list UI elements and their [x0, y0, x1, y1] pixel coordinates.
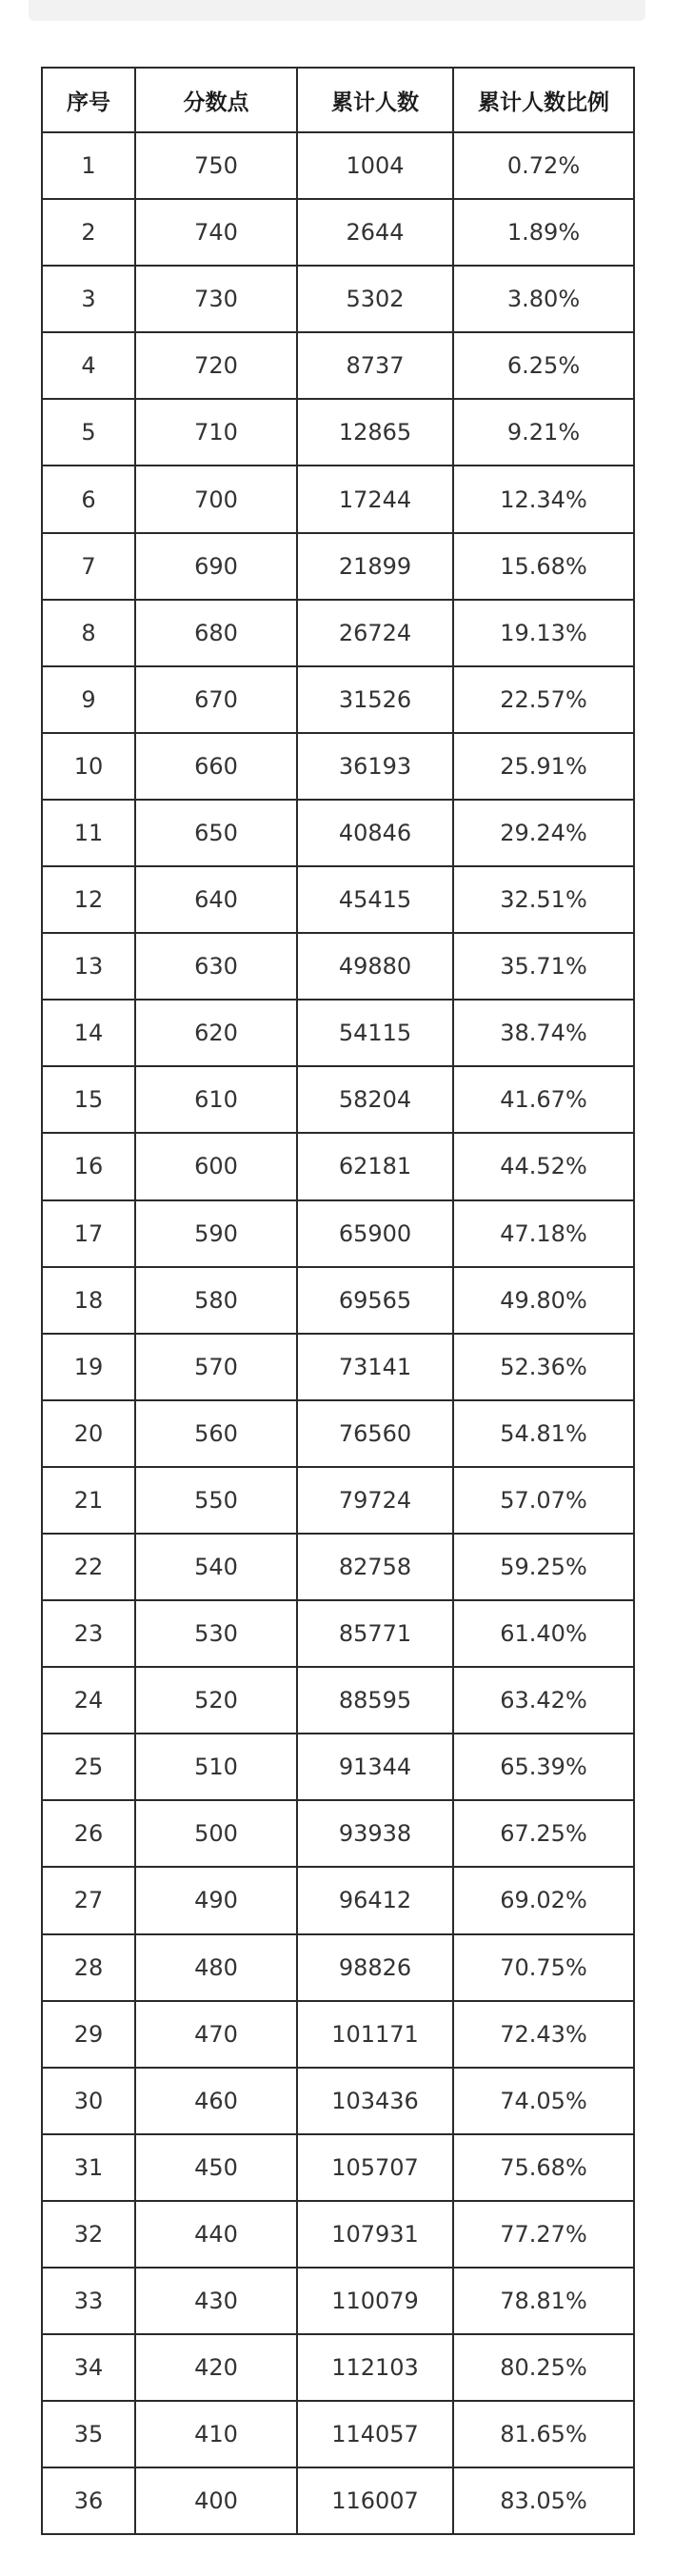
- cell-score: 520: [135, 1667, 297, 1734]
- cell-score: 470: [135, 2001, 297, 2068]
- cell-cumulative-count: 40846: [297, 800, 453, 866]
- cell-index: 6: [42, 466, 135, 532]
- table-row: [42, 399, 634, 466]
- cell-score: 710: [135, 399, 297, 466]
- cell-score: 570: [135, 1334, 297, 1400]
- cell-score: 510: [135, 1734, 297, 1800]
- cell-cumulative-count: 76560: [297, 1400, 453, 1467]
- table-row: [42, 1934, 634, 2001]
- cell-cumulative-ratio: 12.34%: [453, 466, 634, 532]
- cell-score: 410: [135, 2401, 297, 2467]
- table-row: [42, 199, 634, 266]
- cell-score: 580: [135, 1267, 297, 1334]
- cell-cumulative-ratio: 6.25%: [453, 332, 634, 399]
- cell-index: 18: [42, 1267, 135, 1334]
- cell-cumulative-ratio: 54.81%: [453, 1400, 634, 1467]
- cell-cumulative-count: 96412: [297, 1867, 453, 1933]
- cell-score: 640: [135, 866, 297, 933]
- cell-cumulative-count: 103436: [297, 2068, 453, 2134]
- cell-score: 500: [135, 1800, 297, 1867]
- cell-cumulative-ratio: 25.91%: [453, 733, 634, 800]
- cell-index: 22: [42, 1534, 135, 1600]
- table-body: [42, 132, 634, 2534]
- cell-score: 600: [135, 1133, 297, 1199]
- cell-index: 5: [42, 399, 135, 466]
- cell-cumulative-count: 36193: [297, 733, 453, 800]
- cell-cumulative-count: 116007: [297, 2467, 453, 2534]
- cell-index: 4: [42, 332, 135, 399]
- cell-cumulative-ratio: 41.67%: [453, 1066, 634, 1133]
- cell-score: 450: [135, 2134, 297, 2201]
- cell-index: 3: [42, 266, 135, 332]
- cell-index: 10: [42, 733, 135, 800]
- table-row: [42, 2068, 634, 2134]
- cell-index: 32: [42, 2201, 135, 2268]
- cell-cumulative-count: 58204: [297, 1066, 453, 1133]
- table-row: [42, 266, 634, 332]
- header-cumulative-ratio: 累计人数比例: [453, 68, 634, 132]
- cell-cumulative-ratio: 19.13%: [453, 600, 634, 666]
- cell-cumulative-ratio: 49.80%: [453, 1267, 634, 1334]
- table-header: [42, 68, 634, 132]
- cell-cumulative-count: 79724: [297, 1467, 453, 1534]
- cell-score: 650: [135, 800, 297, 866]
- header-row: [42, 68, 634, 132]
- cell-score: 740: [135, 199, 297, 266]
- cell-cumulative-ratio: 61.40%: [453, 1600, 634, 1667]
- cell-score: 720: [135, 332, 297, 399]
- table-row: [42, 1133, 634, 1199]
- cell-index: 23: [42, 1600, 135, 1667]
- cell-score: 440: [135, 2201, 297, 2268]
- cell-cumulative-count: 26724: [297, 600, 453, 666]
- cell-index: 11: [42, 800, 135, 866]
- table-row: [42, 466, 634, 532]
- cell-cumulative-count: 49880: [297, 933, 453, 1000]
- cell-cumulative-count: 105707: [297, 2134, 453, 2201]
- cell-cumulative-count: 12865: [297, 399, 453, 466]
- cell-cumulative-count: 73141: [297, 1334, 453, 1400]
- cell-cumulative-count: 88595: [297, 1667, 453, 1734]
- cell-index: 13: [42, 933, 135, 1000]
- cell-index: 34: [42, 2334, 135, 2401]
- cell-cumulative-count: 62181: [297, 1133, 453, 1199]
- score-table-container: [41, 67, 633, 2535]
- cell-cumulative-count: 1004: [297, 132, 453, 199]
- cell-index: 1: [42, 132, 135, 199]
- cell-cumulative-ratio: 63.42%: [453, 1667, 634, 1734]
- cell-cumulative-ratio: 72.43%: [453, 2001, 634, 2068]
- cell-index: 27: [42, 1867, 135, 1933]
- cell-cumulative-count: 8737: [297, 332, 453, 399]
- table-row: [42, 132, 634, 199]
- table-row: [42, 2201, 634, 2268]
- cell-cumulative-ratio: 15.68%: [453, 533, 634, 600]
- table-row: [42, 1800, 634, 1867]
- score-distribution-table: [41, 67, 635, 2535]
- cell-cumulative-ratio: 74.05%: [453, 2068, 634, 2134]
- cell-index: 33: [42, 2268, 135, 2334]
- cell-score: 490: [135, 1867, 297, 1933]
- cell-cumulative-ratio: 3.80%: [453, 266, 634, 332]
- cell-cumulative-count: 82758: [297, 1534, 453, 1600]
- table-row: [42, 733, 634, 800]
- cell-cumulative-ratio: 35.71%: [453, 933, 634, 1000]
- cell-index: 28: [42, 1934, 135, 2001]
- cell-cumulative-count: 93938: [297, 1800, 453, 1867]
- table-row: [42, 600, 634, 666]
- table-row: [42, 800, 634, 866]
- table-row: [42, 1267, 634, 1334]
- cell-cumulative-count: 2644: [297, 199, 453, 266]
- cell-index: 14: [42, 1000, 135, 1066]
- cell-score: 630: [135, 933, 297, 1000]
- cell-score: 700: [135, 466, 297, 532]
- cell-index: 30: [42, 2068, 135, 2134]
- cell-cumulative-count: 91344: [297, 1734, 453, 1800]
- cell-score: 560: [135, 1400, 297, 1467]
- cell-cumulative-ratio: 1.89%: [453, 199, 634, 266]
- table-row: [42, 1667, 634, 1734]
- table-row: [42, 2001, 634, 2068]
- cell-cumulative-count: 31526: [297, 666, 453, 733]
- cell-cumulative-ratio: 0.72%: [453, 132, 634, 199]
- cell-index: 35: [42, 2401, 135, 2467]
- cell-index: 31: [42, 2134, 135, 2201]
- cell-cumulative-ratio: 83.05%: [453, 2467, 634, 2534]
- cell-score: 670: [135, 666, 297, 733]
- cell-score: 400: [135, 2467, 297, 2534]
- table-row: [42, 1000, 634, 1066]
- header-cumulative-count: 累计人数: [297, 68, 453, 132]
- cell-cumulative-ratio: 29.24%: [453, 800, 634, 866]
- table-row: [42, 1200, 634, 1267]
- table-row: [42, 332, 634, 399]
- cell-cumulative-ratio: 81.65%: [453, 2401, 634, 2467]
- cell-index: 9: [42, 666, 135, 733]
- cell-cumulative-ratio: 44.52%: [453, 1133, 634, 1199]
- cell-cumulative-count: 65900: [297, 1200, 453, 1267]
- header-score: 分数点: [135, 68, 297, 132]
- cell-index: 7: [42, 533, 135, 600]
- cell-index: 12: [42, 866, 135, 933]
- cell-score: 460: [135, 2068, 297, 2134]
- table-row: [42, 1334, 634, 1400]
- cell-cumulative-ratio: 38.74%: [453, 1000, 634, 1066]
- cell-cumulative-ratio: 52.36%: [453, 1334, 634, 1400]
- cell-cumulative-ratio: 80.25%: [453, 2334, 634, 2401]
- cell-cumulative-ratio: 57.07%: [453, 1467, 634, 1534]
- top-banner-strip: [29, 0, 645, 21]
- cell-index: 24: [42, 1667, 135, 1734]
- cell-cumulative-count: 17244: [297, 466, 453, 532]
- cell-index: 16: [42, 1133, 135, 1199]
- table-row: [42, 2334, 634, 2401]
- cell-score: 730: [135, 266, 297, 332]
- cell-cumulative-count: 101171: [297, 2001, 453, 2068]
- cell-cumulative-ratio: 70.75%: [453, 1934, 634, 2001]
- table-row: [42, 2401, 634, 2467]
- cell-cumulative-ratio: 69.02%: [453, 1867, 634, 1933]
- table-row: [42, 2467, 634, 2534]
- cell-cumulative-count: 110079: [297, 2268, 453, 2334]
- cell-cumulative-count: 54115: [297, 1000, 453, 1066]
- cell-index: 15: [42, 1066, 135, 1133]
- cell-cumulative-ratio: 9.21%: [453, 399, 634, 466]
- cell-cumulative-count: 5302: [297, 266, 453, 332]
- table-row: [42, 666, 634, 733]
- cell-cumulative-ratio: 32.51%: [453, 866, 634, 933]
- table-row: [42, 2134, 634, 2201]
- cell-score: 610: [135, 1066, 297, 1133]
- cell-index: 19: [42, 1334, 135, 1400]
- cell-cumulative-ratio: 47.18%: [453, 1200, 634, 1267]
- table-row: [42, 533, 634, 600]
- table-row: [42, 1600, 634, 1667]
- table-row: [42, 1734, 634, 1800]
- cell-cumulative-count: 45415: [297, 866, 453, 933]
- cell-index: 25: [42, 1734, 135, 1800]
- cell-cumulative-count: 69565: [297, 1267, 453, 1334]
- cell-score: 420: [135, 2334, 297, 2401]
- table-row: [42, 933, 634, 1000]
- cell-score: 680: [135, 600, 297, 666]
- cell-index: 29: [42, 2001, 135, 2068]
- cell-score: 550: [135, 1467, 297, 1534]
- cell-score: 750: [135, 132, 297, 199]
- cell-index: 26: [42, 1800, 135, 1867]
- cell-cumulative-ratio: 59.25%: [453, 1534, 634, 1600]
- cell-cumulative-count: 98826: [297, 1934, 453, 2001]
- cell-score: 480: [135, 1934, 297, 2001]
- cell-index: 20: [42, 1400, 135, 1467]
- cell-cumulative-count: 114057: [297, 2401, 453, 2467]
- cell-index: 2: [42, 199, 135, 266]
- cell-cumulative-ratio: 78.81%: [453, 2268, 634, 2334]
- cell-score: 620: [135, 1000, 297, 1066]
- cell-score: 430: [135, 2268, 297, 2334]
- cell-cumulative-ratio: 22.57%: [453, 666, 634, 733]
- table-row: [42, 1534, 634, 1600]
- cell-cumulative-ratio: 65.39%: [453, 1734, 634, 1800]
- cell-index: 21: [42, 1467, 135, 1534]
- cell-score: 660: [135, 733, 297, 800]
- cell-score: 540: [135, 1534, 297, 1600]
- cell-cumulative-ratio: 77.27%: [453, 2201, 634, 2268]
- cell-index: 36: [42, 2467, 135, 2534]
- cell-cumulative-count: 85771: [297, 1600, 453, 1667]
- table-row: [42, 1467, 634, 1534]
- table-row: [42, 1066, 634, 1133]
- table-row: [42, 1867, 634, 1933]
- cell-score: 690: [135, 533, 297, 600]
- cell-cumulative-ratio: 75.68%: [453, 2134, 634, 2201]
- cell-cumulative-count: 107931: [297, 2201, 453, 2268]
- header-index: 序号: [42, 68, 135, 132]
- cell-cumulative-count: 21899: [297, 533, 453, 600]
- cell-cumulative-ratio: 67.25%: [453, 1800, 634, 1867]
- cell-index: 17: [42, 1200, 135, 1267]
- cell-index: 8: [42, 600, 135, 666]
- cell-score: 590: [135, 1200, 297, 1267]
- table-row: [42, 2268, 634, 2334]
- cell-score: 530: [135, 1600, 297, 1667]
- table-row: [42, 1400, 634, 1467]
- cell-cumulative-count: 112103: [297, 2334, 453, 2401]
- table-row: [42, 866, 634, 933]
